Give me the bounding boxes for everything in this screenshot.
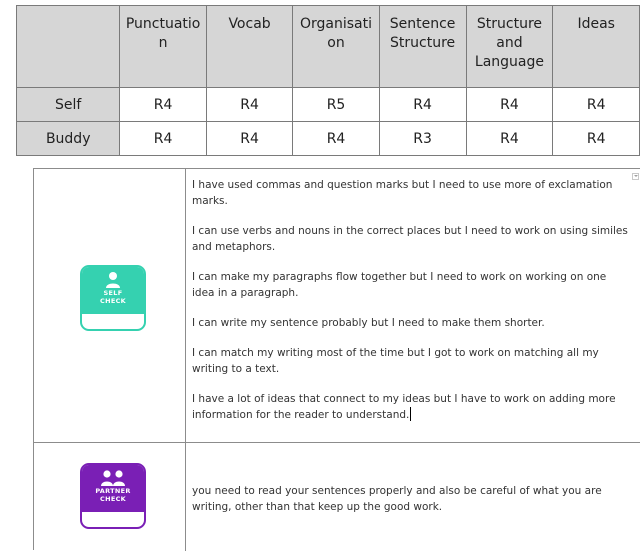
table-cell[interactable]: R4 xyxy=(206,88,293,122)
partner-badge-line2: CHECK xyxy=(100,495,126,503)
table-cell[interactable]: R4 xyxy=(553,88,640,122)
self-check-icon-cell[interactable] xyxy=(34,169,186,442)
table-cell[interactable]: R4 xyxy=(379,88,466,122)
two-people-icon xyxy=(99,469,127,487)
row-label-self[interactable]: Self xyxy=(17,88,120,122)
self-badge-line2: CHECK xyxy=(100,297,126,305)
table-cell[interactable]: R4 xyxy=(466,88,553,122)
header-ideas[interactable]: Ideas xyxy=(553,6,640,88)
self-check-last-paragraph xyxy=(192,391,630,423)
table-cell[interactable]: R4 xyxy=(466,122,553,156)
row-label-buddy[interactable]: Buddy xyxy=(17,122,120,156)
self-badge-line1: SELF xyxy=(103,289,123,297)
self-check-paragraph: I have used commas and question marks but I need to use more of exclamation marks. xyxy=(192,179,613,207)
partner-check-text[interactable]: you need to read your sentences properly and also be careful of what you are writing, other than that keep up the good work. xyxy=(192,485,602,513)
table-row xyxy=(17,122,640,156)
corner-cell xyxy=(17,6,120,88)
self-check-paragraph: I can match my writing most of the time but I got to work on matching all my writing to a text. xyxy=(192,347,599,375)
table-cell[interactable]: R4 xyxy=(120,122,206,156)
header-row xyxy=(17,6,640,88)
self-check-paragraph: I have a lot of ideas that connect to my ideas but I have to work on adding more information for the reader to understand. xyxy=(192,393,616,421)
self-check-badge xyxy=(80,265,146,331)
table-cell[interactable]: R4 xyxy=(206,122,293,156)
table-cell[interactable]: R4 xyxy=(553,122,640,156)
table-cell[interactable]: R4 xyxy=(293,122,379,156)
feedback-table xyxy=(33,168,640,550)
table-cell[interactable]: R5 xyxy=(293,88,379,122)
self-check-row xyxy=(34,169,640,443)
header-organisation[interactable]: Organisation xyxy=(293,6,379,88)
partner-check-icon-cell[interactable] xyxy=(34,443,186,551)
self-check-paragraph: I can make my paragraphs flow together but I need to work on working on one idea in a paragraph. xyxy=(192,271,607,299)
dropdown-arrow-icon[interactable] xyxy=(632,173,639,180)
self-check-paragraph: I can write my sentence probably but I need to make them shorter. xyxy=(192,317,545,329)
header-sentence-structure[interactable]: Sentence Structure xyxy=(379,6,466,88)
self-check-text[interactable] xyxy=(192,177,630,437)
header-structure-and-language[interactable]: Structure and Language xyxy=(466,6,553,88)
self-check-paragraph: I can use verbs and nouns in the correct places but I need to work on using similes and metaphors. xyxy=(192,225,628,253)
table-cell[interactable]: R4 xyxy=(120,88,206,122)
table-cell[interactable]: R3 xyxy=(379,122,466,156)
text-cursor xyxy=(410,407,411,421)
person-icon xyxy=(105,271,121,289)
header-vocab[interactable]: Vocab xyxy=(206,6,293,88)
partner-check-text-cell[interactable] xyxy=(186,443,640,551)
partner-badge-line1: PARTNER xyxy=(95,487,131,495)
table-row xyxy=(17,88,640,122)
header-punctuation[interactable]: Punctuation xyxy=(120,6,206,88)
partner-check-row xyxy=(34,443,640,551)
self-check-text-cell[interactable] xyxy=(186,169,640,442)
score-table xyxy=(16,5,640,156)
partner-check-badge xyxy=(80,463,146,529)
